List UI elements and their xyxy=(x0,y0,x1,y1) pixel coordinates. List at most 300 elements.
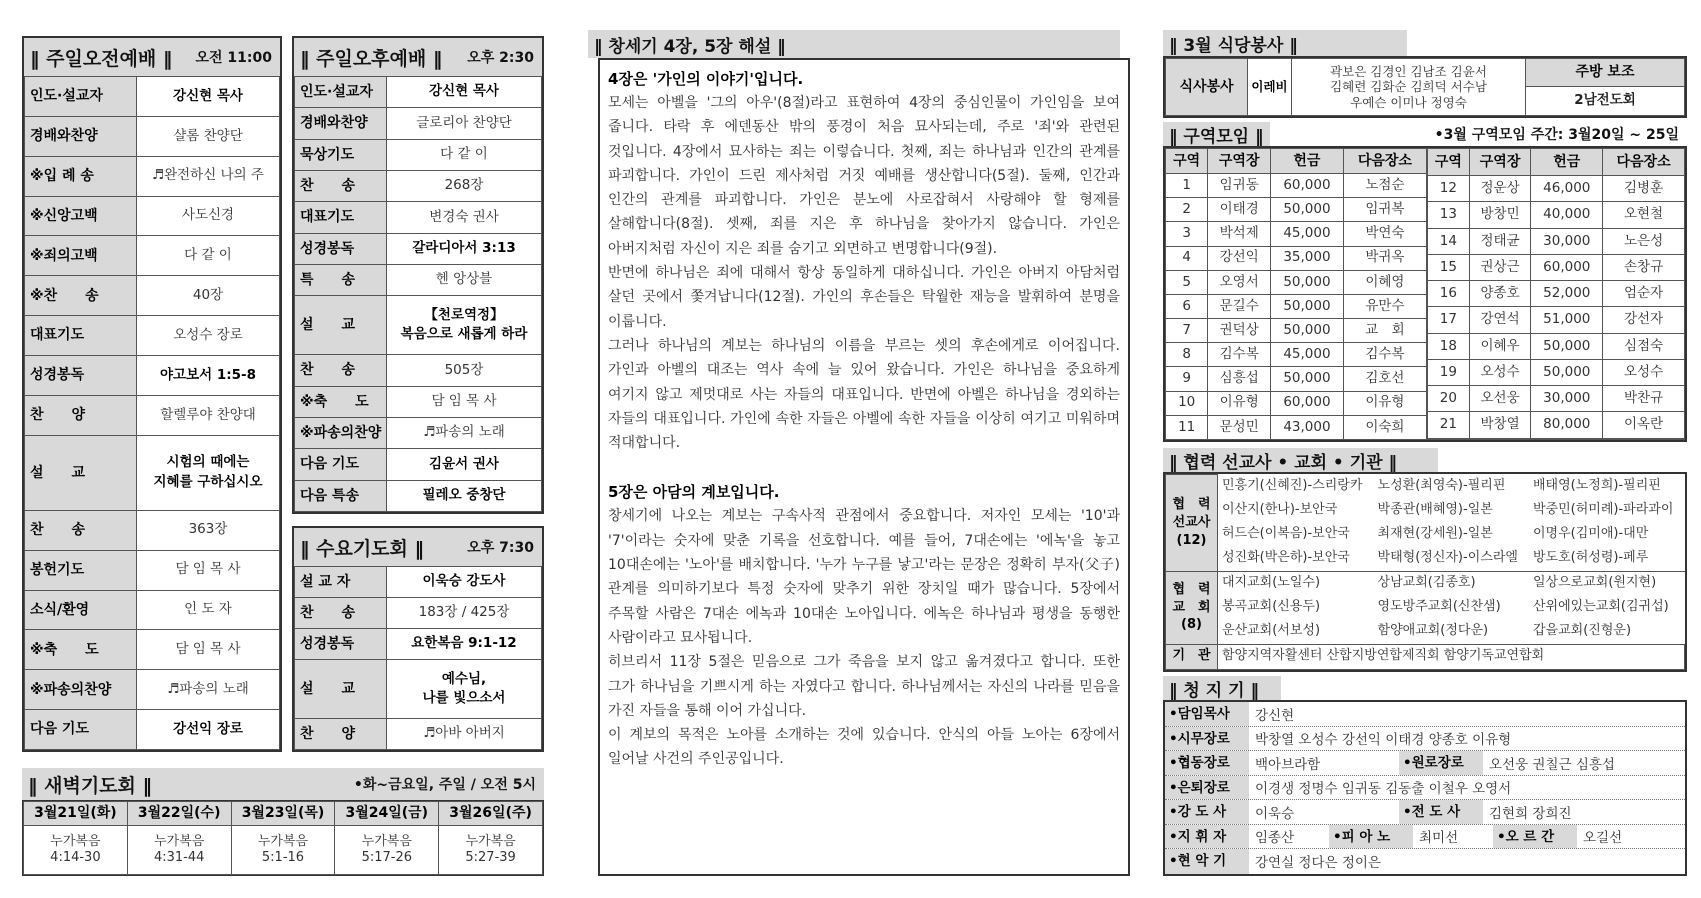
dawn-day: 3월21일(화) xyxy=(24,802,128,826)
morning-item-value: 오성수 장로 xyxy=(137,316,280,356)
morning-item-label: 다음 기도 xyxy=(25,710,137,750)
chapter5-paragraph-1: 창세기에 나오는 계보는 구속사적 관점에서 중요합니다. 저자인 모세는 '10'과 '7'이라는 숫자에 맞춘 기록을 선호합니다. 예를 들어, 7대손에는 '에녹'을 놓고 10대손에는 '노아'를 배치합니다. '누가 누구를 낳고'라는 문장은 정확히 부자(父子)관계를 의미하기보다 특정 숫자에 맞추기 위한 장치일 때가 많습니다. 5장에서 주목할 사람은 7대손 에녹과 10대손 노아입니다. 에녹은 하나님과 평생을 동행한 사람이라고 묘사됩니다. xyxy=(608,508,1120,646)
staff-names: 백아브라함 xyxy=(1255,756,1321,773)
groups-row xyxy=(1166,294,1427,318)
groups-row xyxy=(1166,270,1427,294)
dawn-prayer-title: ‖ 새벽기도회 ‖ xyxy=(28,774,152,797)
dawn-scripture: 누가복음 5:27-39 xyxy=(439,826,543,875)
groups-cell: 심흥섭 xyxy=(1208,367,1271,391)
wednesday-row xyxy=(295,598,542,629)
commentary-title: ‖ 창세기 4장, 5장 해설 ‖ xyxy=(594,36,786,57)
staff-row xyxy=(1165,800,1685,825)
wednesday-item-label: 찬 송 xyxy=(295,598,387,629)
groups-cell: 43,000 xyxy=(1271,415,1344,439)
groups-cell: 이유형 xyxy=(1343,391,1426,415)
staff-names: 오선웅 권칠근 심흥섭 xyxy=(1489,756,1615,773)
kitchen-names: 곽보은 김경인 김남조 김윤서 김혜련 김화순 김희덕 서수남 우예슨 이미나 정영숙 xyxy=(1292,59,1526,116)
groups-cell: 권덕상 xyxy=(1208,319,1271,343)
morning-item-value: ♬파송의 노래 xyxy=(137,670,280,710)
morning-item-label: 찬 송 xyxy=(25,510,137,550)
groups-cell: 유만수 xyxy=(1343,294,1426,318)
groups-cell: 4 xyxy=(1166,246,1208,270)
morning-item-label: 대표기도 xyxy=(25,316,137,356)
afternoon-item-value: 【천로역정】 복음으로 새롭게 하라 xyxy=(387,296,542,355)
groups-cell: 80,000 xyxy=(1531,412,1603,438)
afternoon-item-label: 인도·설교자 xyxy=(295,77,387,108)
afternoon-item-label: 특 송 xyxy=(295,264,387,295)
afternoon-item-value: 헨 앙상블 xyxy=(387,264,542,295)
groups-cell: 김수복 xyxy=(1343,343,1426,367)
afternoon-service-time: 오후 2:30 xyxy=(467,50,534,66)
afternoon-row xyxy=(295,480,542,511)
groups-cell: 50,000 xyxy=(1271,319,1344,343)
partner-church-entry: 산위에있는교회(김귀섭) xyxy=(1533,599,1669,615)
groups-cell: 11 xyxy=(1166,415,1208,439)
groups-cell: 50,000 xyxy=(1271,198,1344,222)
staff-row xyxy=(1165,825,1685,850)
groups-row xyxy=(1428,202,1685,228)
organization-row xyxy=(1166,644,1685,669)
staff-names: 임종산 xyxy=(1255,830,1295,847)
afternoon-item-value: 갈라디아서 3:13 xyxy=(387,233,542,264)
groups-cell: 18 xyxy=(1428,333,1470,359)
groups-cell: 60,000 xyxy=(1271,174,1344,198)
groups-title: ‖ 구역모임 ‖ xyxy=(1169,126,1264,147)
staff-row xyxy=(1165,849,1685,874)
staff-names: 박창열 오성수 강선익 이태경 양종호 이유형 xyxy=(1255,732,1512,749)
staff-row xyxy=(1165,727,1685,752)
morning-row xyxy=(25,395,280,435)
morning-item-label: ※축 도 xyxy=(25,630,137,670)
groups-cell: 52,000 xyxy=(1531,281,1603,307)
morning-item-value: 시험의 때에는 지혜를 구하십시오 xyxy=(137,435,280,510)
groups-cell: 9 xyxy=(1166,367,1208,391)
staff-role-label: •강 도 사 xyxy=(1165,800,1249,824)
groups-cell: 박귀옥 xyxy=(1343,246,1426,270)
groups-cell: 이혜영 xyxy=(1343,270,1426,294)
groups-row xyxy=(1166,198,1427,222)
morning-item-label: ※입 례 송 xyxy=(25,156,137,196)
groups-cell: 박찬규 xyxy=(1603,386,1685,412)
groups-period: •3월 구역모임 주간: 3월20일 ~ 25일 xyxy=(1434,127,1679,143)
groups-cell: 7 xyxy=(1166,319,1208,343)
kitchen-table xyxy=(1165,58,1685,116)
wednesday-item-label: 찬 양 xyxy=(295,718,387,749)
morning-item-value: 사도신경 xyxy=(137,196,280,236)
afternoon-row xyxy=(295,449,542,480)
groups-cell: 60,000 xyxy=(1531,254,1603,280)
groups-cell: 이숙희 xyxy=(1343,415,1426,439)
afternoon-item-value: ♬파송의 노래 xyxy=(387,417,542,448)
staff-row xyxy=(1165,702,1685,727)
morning-item-label: 경배와찬양 xyxy=(25,116,137,156)
groups-cell: 권상근 xyxy=(1469,254,1531,280)
afternoon-item-label: 찬 송 xyxy=(295,355,387,386)
staff-role-label: •시무장로 xyxy=(1165,727,1249,751)
groups-cell: 오현철 xyxy=(1603,202,1685,228)
staff-role-label: •오 르 간 xyxy=(1493,825,1577,849)
afternoon-item-value: 필레오 중창단 xyxy=(387,480,542,511)
morning-row xyxy=(25,550,280,590)
groups-cell: 오성수 xyxy=(1603,359,1685,385)
morning-row xyxy=(25,710,280,750)
morning-item-value: 40장 xyxy=(137,276,280,316)
morning-item-label: ※신앙고백 xyxy=(25,196,137,236)
afternoon-item-value: 505장 xyxy=(387,355,542,386)
missionary-entry: 방도호(허성령)-페루 xyxy=(1529,546,1685,571)
wednesday-item-value: 이욱승 강도사 xyxy=(387,567,542,598)
groups-row xyxy=(1428,359,1685,385)
wednesday-item-value: 183장 / 425장 xyxy=(387,598,542,629)
groups-cell: 강선자 xyxy=(1603,307,1685,333)
groups-cell: 이태경 xyxy=(1208,198,1271,222)
groups-cell: 교 회 xyxy=(1343,319,1426,343)
groups-row xyxy=(1428,176,1685,202)
groups-cell: 30,000 xyxy=(1531,228,1603,254)
staff-role-label: •협동장로 xyxy=(1165,751,1249,775)
wednesday-item-label: 설 교 xyxy=(295,660,387,719)
groups-box xyxy=(1163,146,1687,442)
groups-cell: 2 xyxy=(1166,198,1208,222)
groups-cell: 문길수 xyxy=(1208,294,1271,318)
missionary-row xyxy=(1166,498,1685,522)
missionary-row xyxy=(1166,475,1685,499)
groups-column-header: 구역장 xyxy=(1469,149,1531,176)
partner-church-row xyxy=(1166,620,1685,645)
wednesday-row xyxy=(295,567,542,598)
wednesday-item-label: 설 교 자 xyxy=(295,567,387,598)
morning-item-label: ※찬 송 xyxy=(25,276,137,316)
groups-cell: 46,000 xyxy=(1531,176,1603,202)
missionary-row xyxy=(1166,546,1685,571)
groups-row xyxy=(1428,254,1685,280)
afternoon-item-label: 대표기도 xyxy=(295,202,387,233)
groups-cell: 17 xyxy=(1428,307,1470,333)
morning-item-value: 할렐루야 찬양대 xyxy=(137,395,280,435)
afternoon-row xyxy=(295,108,542,139)
groups-row xyxy=(1428,412,1685,438)
afternoon-row xyxy=(295,386,542,417)
partner-church-entry: 일상으로교회(원지현) xyxy=(1533,575,1657,591)
afternoon-row xyxy=(295,77,542,108)
staff-names: 오길선 xyxy=(1583,830,1623,847)
groups-cell: 정운상 xyxy=(1469,176,1531,202)
groups-cell: 30,000 xyxy=(1531,386,1603,412)
groups-cell: 10 xyxy=(1166,391,1208,415)
groups-title-wrap xyxy=(1163,122,1270,146)
dawn-scripture: 누가복음 5:1-16 xyxy=(231,826,335,875)
afternoon-order-table xyxy=(294,76,542,512)
groups-cell: 51,000 xyxy=(1531,307,1603,333)
morning-item-value: 야고보서 1:5-8 xyxy=(137,356,280,396)
afternoon-item-label: ※축 도 xyxy=(295,386,387,417)
groups-cell: 20 xyxy=(1428,386,1470,412)
groups-row xyxy=(1166,343,1427,367)
afternoon-row xyxy=(295,296,542,355)
partner-church-entry: 운산교회(서보성) xyxy=(1218,620,1374,645)
groups-row-empty xyxy=(1428,438,1685,439)
staff-role-label: •은퇴장로 xyxy=(1165,776,1249,800)
groups-cell: 이혜우 xyxy=(1469,333,1531,359)
dawn-prayer-box xyxy=(22,800,544,876)
kitchen-label: 식사봉사 xyxy=(1166,59,1248,116)
groups-row xyxy=(1166,415,1427,439)
partner-church-entry: 대지교회(노일수) xyxy=(1222,575,1321,591)
morning-row xyxy=(25,77,280,117)
groups-cell: 21 xyxy=(1428,412,1470,438)
groups-row xyxy=(1166,367,1427,391)
kitchen-assist-value: 2남전도회 xyxy=(1526,87,1685,116)
staff-names: 강연실 정다은 정이은 xyxy=(1255,855,1381,872)
morning-row xyxy=(25,356,280,396)
staff-role-label: •지 휘 자 xyxy=(1165,825,1249,849)
morning-service-box xyxy=(22,36,282,752)
morning-item-label: 찬 양 xyxy=(25,395,137,435)
dawn-day: 3월22일(수) xyxy=(127,802,231,826)
commentary-body xyxy=(598,58,1130,876)
staff-box xyxy=(1163,700,1687,876)
staff-names: 이욱승 xyxy=(1255,805,1295,822)
groups-table-right xyxy=(1427,148,1685,440)
groups-cell: 박창열 xyxy=(1469,412,1531,438)
morning-row xyxy=(25,670,280,710)
groups-cell: 임귀복 xyxy=(1343,198,1426,222)
staff-role-label: •피 아 노 xyxy=(1329,825,1413,849)
afternoon-item-value: 강신현 목사 xyxy=(387,77,542,108)
afternoon-service-title: ‖ 주일오후예배 ‖ xyxy=(300,47,443,70)
afternoon-service-box xyxy=(292,36,544,514)
missionary-entry: 허드슨(이복음)-보안국 xyxy=(1222,526,1350,541)
morning-row xyxy=(25,156,280,196)
groups-cell: 이유형 xyxy=(1208,391,1271,415)
chapter4-paragraph-2: 반면에 하나님은 죄에 대해서 항상 동일하게 대하십니다. 가인은 아버지 아담처럼 살던 곳에서 쫓겨납니다(12절). 가인의 후손들은 탁월한 재능을 발휘하여 분명을 이룹니다. xyxy=(608,265,1120,330)
dawn-prayer-table xyxy=(23,801,543,875)
staff-names: 최미선 xyxy=(1419,830,1459,847)
groups-cell: 6 xyxy=(1166,294,1208,318)
morning-item-label: 인도·설교자 xyxy=(25,77,137,117)
afternoon-row xyxy=(295,202,542,233)
morning-item-value: 인 도 자 xyxy=(137,590,280,630)
groups-cell: 오영서 xyxy=(1208,270,1271,294)
afternoon-item-label: 다음 특송 xyxy=(295,480,387,511)
afternoon-row xyxy=(295,355,542,386)
wednesday-order-table xyxy=(294,566,542,750)
morning-item-value: 담 임 목 사 xyxy=(137,630,280,670)
staff-role-label: •담임목사 xyxy=(1165,702,1249,726)
groups-header-row xyxy=(1166,149,1427,174)
organization-label: 기 관 xyxy=(1166,644,1218,669)
missionary-row xyxy=(1166,522,1685,546)
kitchen-title: ‖ 3월 식당봉사 ‖ xyxy=(1169,35,1298,56)
groups-cell xyxy=(1469,438,1531,439)
dawn-texts-row xyxy=(24,826,543,875)
groups-cell: 50,000 xyxy=(1271,270,1344,294)
groups-cell: 김수복 xyxy=(1208,343,1271,367)
staff-names: 강신현 xyxy=(1255,707,1295,724)
groups-row xyxy=(1166,246,1427,270)
partner-church-row xyxy=(1166,571,1685,596)
morning-row xyxy=(25,276,280,316)
staff-row xyxy=(1165,751,1685,776)
morning-item-value: 강선익 장로 xyxy=(137,710,280,750)
wednesday-row xyxy=(295,629,542,660)
groups-cell: 박연숙 xyxy=(1343,222,1426,246)
groups-cell: 14 xyxy=(1428,228,1470,254)
groups-cell: 13 xyxy=(1428,202,1470,228)
dawn-scripture: 누가복음 5:17-26 xyxy=(335,826,439,875)
kitchen-header xyxy=(1163,30,1407,56)
afternoon-row xyxy=(295,170,542,201)
groups-cell: 15 xyxy=(1428,254,1470,280)
wednesday-item-value: 예수님, 나를 빛으소서 xyxy=(387,660,542,719)
groups-cell: 3 xyxy=(1166,222,1208,246)
groups-cell: 12 xyxy=(1428,176,1470,202)
afternoon-row xyxy=(295,417,542,448)
missions-table xyxy=(1165,474,1685,670)
groups-cell: 강선익 xyxy=(1208,246,1271,270)
groups-column-header: 구역 xyxy=(1428,149,1470,176)
afternoon-item-value: 김윤서 권사 xyxy=(387,449,542,480)
groups-column-header: 헌금 xyxy=(1271,149,1344,174)
morning-item-value: 샬롬 찬양단 xyxy=(137,116,280,156)
groups-header-row xyxy=(1428,149,1685,176)
morning-row xyxy=(25,435,280,510)
groups-cell: 50,000 xyxy=(1531,359,1603,385)
staff-names: 김현희 장희진 xyxy=(1489,805,1572,822)
groups-row xyxy=(1428,307,1685,333)
groups-row xyxy=(1166,319,1427,343)
groups-cell: 엄순자 xyxy=(1603,281,1685,307)
morning-row xyxy=(25,236,280,276)
morning-row xyxy=(25,316,280,356)
morning-row xyxy=(25,590,280,630)
afternoon-item-label: 묵상기도 xyxy=(295,139,387,170)
groups-column-header: 헌금 xyxy=(1531,149,1603,176)
afternoon-row xyxy=(295,233,542,264)
wednesday-service-time: 오후 7:30 xyxy=(467,540,534,556)
afternoon-item-value: 변경숙 권사 xyxy=(387,202,542,233)
staff-names: 이경생 정명수 임귀동 김동출 이철우 오영서 xyxy=(1255,781,1512,798)
missionary-entry: 박태형(정신자)-이스라엘 xyxy=(1374,546,1529,571)
groups-cell: 50,000 xyxy=(1531,333,1603,359)
morning-service-time: 오전 11:00 xyxy=(195,50,272,66)
staff-role-label: •전 도 사 xyxy=(1399,800,1483,824)
groups-cell: 방창민 xyxy=(1469,202,1531,228)
groups-cell: 5 xyxy=(1166,270,1208,294)
morning-item-label: 성경봉독 xyxy=(25,356,137,396)
groups-cell: 노은성 xyxy=(1603,228,1685,254)
afternoon-item-value: 다 같 이 xyxy=(387,139,542,170)
morning-row xyxy=(25,116,280,156)
groups-row xyxy=(1428,228,1685,254)
groups-cell: 오성수 xyxy=(1469,359,1531,385)
afternoon-row xyxy=(295,139,542,170)
morning-item-label: 봉헌기도 xyxy=(25,550,137,590)
wednesday-item-label: 성경봉독 xyxy=(295,629,387,660)
partner-church-entry: 영도방주교회(신찬샘) xyxy=(1377,599,1501,615)
missions-header xyxy=(1163,448,1438,472)
chapter5-paragraph-3: 이 계보의 목적은 노아를 소개하는 것에 있습니다. 안식의 아들 노아는 6장에서 일어날 사건의 주인공입니다. xyxy=(608,727,1120,768)
groups-header xyxy=(1163,122,1687,146)
afternoon-item-value: 268장 xyxy=(387,170,542,201)
groups-table-left xyxy=(1165,148,1427,440)
groups-cell: 50,000 xyxy=(1271,367,1344,391)
chapter4-heading: 4장은 '가인의 이야기'입니다. xyxy=(608,70,804,88)
groups-cell: 문성민 xyxy=(1208,415,1271,439)
chapter5-paragraph-2: 히브리서 11장 5절은 믿음으로 그가 죽음을 보지 않고 옮겨졌다고 합니다. 또한 그가 하나님을 기쁘시게 하는 자였다고 합니다. 하나님께서는 자신의 나라를 믿음을 가진 자들을 통해 이어 가십니다. xyxy=(608,654,1120,719)
morning-item-value: 강신현 목사 xyxy=(137,77,280,117)
wednesday-item-value: ♬아바 아버지 xyxy=(387,718,542,749)
partner-church-entry: 봉곡교회(신용두) xyxy=(1222,599,1321,615)
morning-item-label: 소식/환영 xyxy=(25,590,137,630)
staff-title: ‖ 청 지 기 ‖ xyxy=(1169,680,1259,701)
morning-service-header xyxy=(24,38,280,76)
groups-cell: 60,000 xyxy=(1271,391,1344,415)
wednesday-service-title: ‖ 수요기도회 ‖ xyxy=(300,537,424,560)
staff-role-label: •원로장로 xyxy=(1399,751,1483,775)
wednesday-row xyxy=(295,660,542,719)
afternoon-service-header xyxy=(294,38,542,76)
dawn-days-row xyxy=(24,802,543,826)
partner-church-label: 협 력 교 회 (8) xyxy=(1166,571,1218,644)
groups-cell xyxy=(1603,438,1685,439)
partner-church-row xyxy=(1166,596,1685,620)
morning-service-title: ‖ 주일오전예배 ‖ xyxy=(30,47,173,70)
groups-row xyxy=(1428,281,1685,307)
groups-column-header: 구역장 xyxy=(1208,149,1271,174)
partner-church-entry: 상남교회(김종호) xyxy=(1377,575,1476,591)
missionary-entry: 이명우(김미애)-대만 xyxy=(1533,526,1649,541)
morning-row xyxy=(25,630,280,670)
kitchen-sub-label: 이레비 xyxy=(1248,59,1292,116)
groups-cell: 손창규 xyxy=(1603,254,1685,280)
morning-item-value: 담 임 목 사 xyxy=(137,550,280,590)
groups-cell: 8 xyxy=(1166,343,1208,367)
dawn-prayer-header xyxy=(22,768,544,800)
afternoon-item-label: ※파송의찬양 xyxy=(295,417,387,448)
missionary-entry: 노성환(최영숙)-필리핀 xyxy=(1377,478,1506,494)
morning-item-value: ♬완전하신 나의 주 xyxy=(137,156,280,196)
groups-cell: 50,000 xyxy=(1271,294,1344,318)
missionary-entry: 민흥기(신혜진)-스리랑카 xyxy=(1222,478,1363,494)
partner-church-entry: 갑을교회(진형운) xyxy=(1529,620,1685,645)
chapter4-paragraph-3: 그러나 하나님의 계보는 하나님의 이름을 부르는 셋의 후손에게로 이어집니다. 가인과 아벨의 대조는 역사 속에 늘 있어 왔습니다. 가인은 하나님을 중요하게 여기지 않고 제멋대로 사는 자들의 대표입니다. 반면에 아벨은 하나님을 경외하는 자들의 대표입니다. 가인에 속한 자들은 아벨에 속한 자들을 이상히 여기고 미워하며 적대합니다. xyxy=(608,337,1120,452)
groups-cell: 심점숙 xyxy=(1603,333,1685,359)
morning-item-value: 363장 xyxy=(137,510,280,550)
groups-row xyxy=(1428,386,1685,412)
organization-list: 함양지역자활센터 산합지방연합제직회 함양기독교연합회 xyxy=(1218,644,1685,669)
staff-row xyxy=(1165,776,1685,801)
afternoon-item-label: 경배와찬양 xyxy=(295,108,387,139)
groups-row xyxy=(1166,391,1427,415)
wednesday-service-header xyxy=(294,528,542,566)
groups-cell: 강연석 xyxy=(1469,307,1531,333)
afternoon-item-value: 글로리아 찬양단 xyxy=(387,108,542,139)
dawn-prayer-time: •화~금요일, 주일 / 오전 5시 xyxy=(353,777,536,793)
groups-cell: 45,000 xyxy=(1271,222,1344,246)
groups-cell: 45,000 xyxy=(1271,343,1344,367)
dawn-scripture: 누가복음 4:14-30 xyxy=(24,826,128,875)
afternoon-item-label: 찬 송 xyxy=(295,170,387,201)
groups-cell: 이옥란 xyxy=(1603,412,1685,438)
commentary-header xyxy=(588,30,1120,58)
groups-row xyxy=(1428,333,1685,359)
groups-cell: 임귀동 xyxy=(1208,174,1271,198)
afternoon-row xyxy=(295,264,542,295)
dawn-day: 3월24일(금) xyxy=(335,802,439,826)
missionary-entry: 최재현(강세원)-일본 xyxy=(1377,526,1493,541)
wednesday-row xyxy=(295,718,542,749)
